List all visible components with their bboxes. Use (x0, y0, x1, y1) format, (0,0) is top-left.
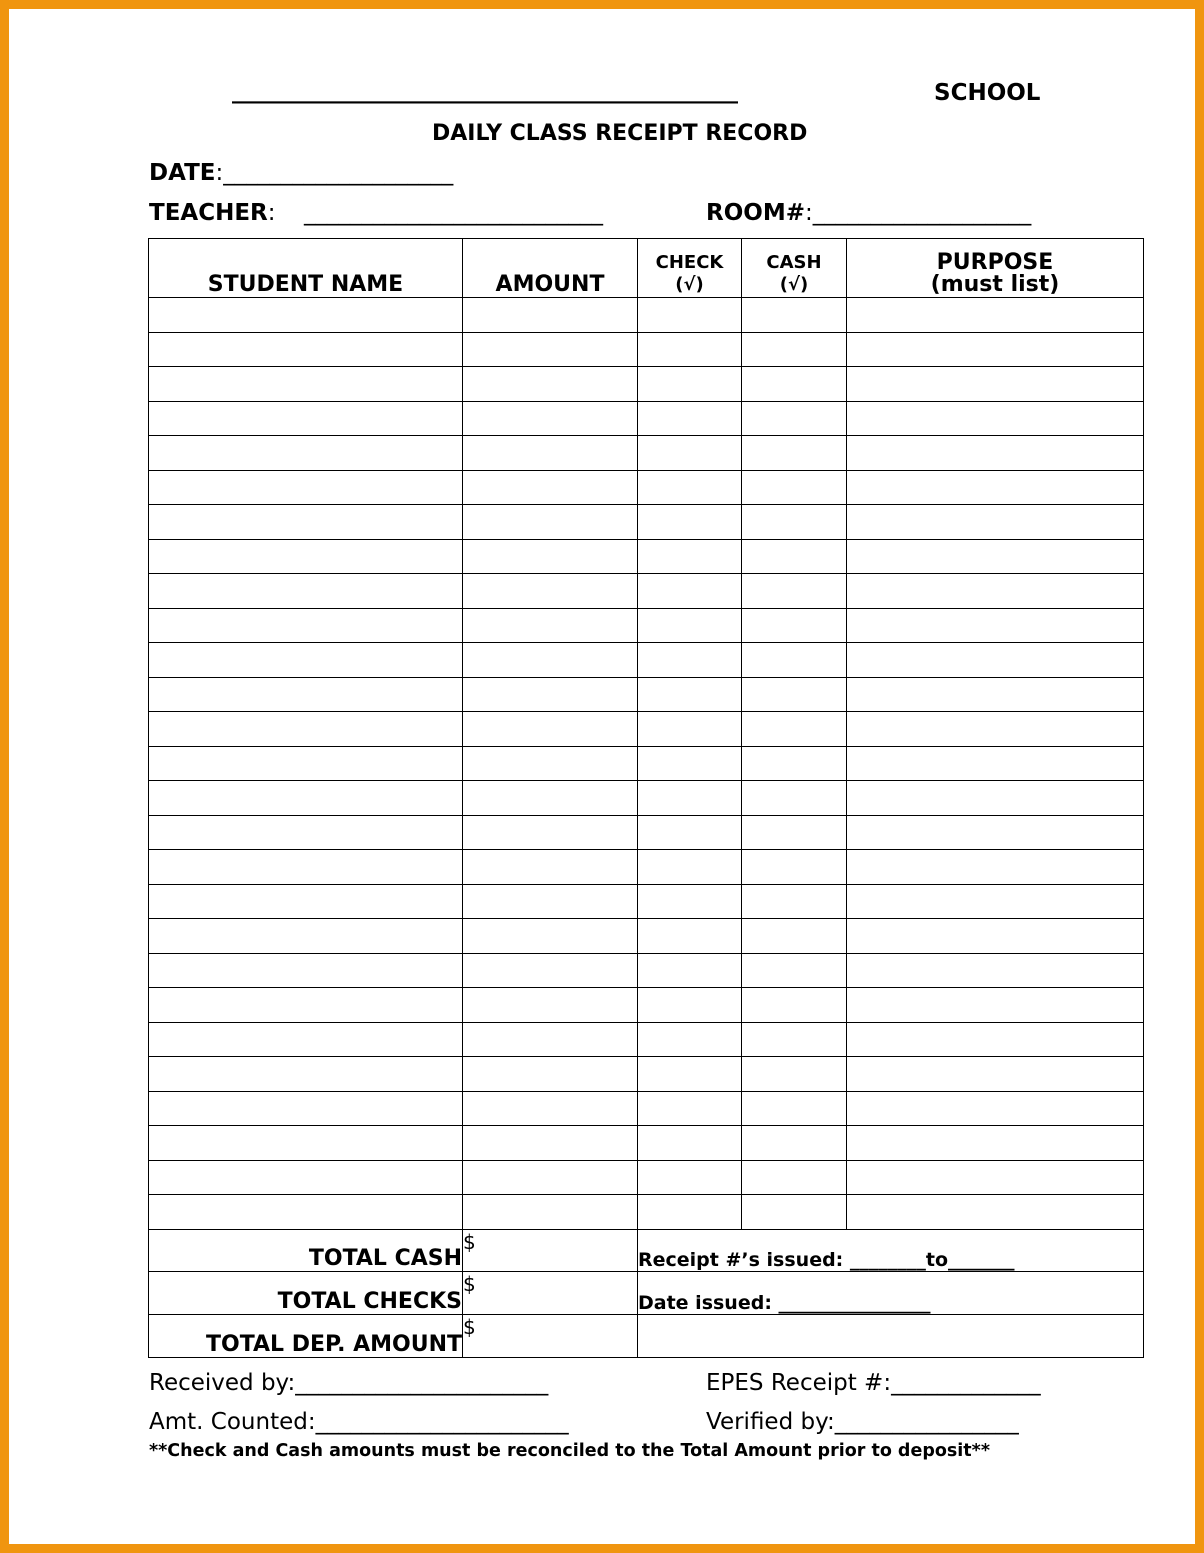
col-student-name: STUDENT NAME (149, 239, 463, 298)
student-name-cell[interactable] (149, 1022, 463, 1057)
student-name-cell[interactable] (149, 367, 463, 402)
col-amount: AMOUNT (463, 239, 638, 298)
cash-cell[interactable] (742, 574, 847, 609)
amount-cell[interactable] (463, 401, 638, 436)
purpose-cell[interactable] (847, 919, 1144, 954)
table-row (149, 712, 1144, 747)
purpose-cell[interactable] (847, 712, 1144, 747)
check-cell[interactable] (638, 505, 742, 540)
student-name-cell[interactable] (149, 401, 463, 436)
date-line (149, 160, 453, 186)
table-row (149, 988, 1144, 1023)
amount-cell[interactable] (463, 1126, 638, 1161)
amount-cell[interactable] (463, 1195, 638, 1230)
verified-by-field[interactable]: Verified by:________________ (706, 1409, 1019, 1435)
table-row (149, 505, 1144, 540)
table-row (149, 850, 1144, 885)
cash-cell[interactable] (742, 332, 847, 367)
amount-cell[interactable] (463, 1091, 638, 1126)
student-name-cell[interactable] (149, 781, 463, 816)
table-row (149, 539, 1144, 574)
check-cell[interactable] (638, 539, 742, 574)
purpose-cell[interactable] (847, 1022, 1144, 1057)
check-cell[interactable] (638, 815, 742, 850)
cash-cell[interactable] (742, 815, 847, 850)
room-field: :___________________ (804, 200, 1032, 226)
purpose-cell[interactable] (847, 367, 1144, 402)
check-cell[interactable] (638, 298, 742, 333)
student-name-cell[interactable] (149, 850, 463, 885)
amount-cell[interactable] (463, 677, 638, 712)
check-cell[interactable] (638, 401, 742, 436)
amount-cell[interactable] (463, 643, 638, 678)
table-row (149, 298, 1144, 333)
cash-cell[interactable] (742, 1160, 847, 1195)
table-row (149, 781, 1144, 816)
total-deposit-label: TOTAL DEP. AMOUNT (149, 1314, 463, 1357)
purpose-cell[interactable] (847, 298, 1144, 333)
table-row (149, 436, 1144, 471)
table-row (149, 1126, 1144, 1161)
amount-cell[interactable] (463, 850, 638, 885)
amount-cell[interactable] (463, 1057, 638, 1092)
student-name-cell[interactable] (149, 332, 463, 367)
student-name-cell[interactable] (149, 1091, 463, 1126)
table-row (149, 1022, 1144, 1057)
purpose-cell[interactable] (847, 436, 1144, 471)
cash-cell[interactable] (742, 505, 847, 540)
total-cash-label: TOTAL CASH (149, 1229, 463, 1272)
table-row (149, 953, 1144, 988)
check-cell[interactable] (638, 1160, 742, 1195)
check-cell[interactable] (638, 1195, 742, 1230)
purpose-cell[interactable] (847, 505, 1144, 540)
check-cell[interactable] (638, 712, 742, 747)
cash-cell[interactable] (742, 367, 847, 402)
reconcile-note: **Check and Cash amounts must be reconciled to the Total Amount prior to deposit** (149, 1441, 990, 1461)
amount-cell[interactable] (463, 953, 638, 988)
cash-cell[interactable] (742, 746, 847, 781)
table-row (149, 574, 1144, 609)
student-name-cell[interactable] (149, 1126, 463, 1161)
cash-cell[interactable] (742, 608, 847, 643)
total-cash-field[interactable]: $ (463, 1229, 638, 1272)
total-checks-field[interactable]: $ (463, 1272, 638, 1315)
student-name-cell[interactable] (149, 470, 463, 505)
table-row (149, 1195, 1144, 1230)
check-cell[interactable] (638, 919, 742, 954)
amount-cell[interactable] (463, 539, 638, 574)
col-purpose-label: PURPOSE (936, 250, 1054, 275)
table-row (149, 367, 1144, 402)
student-name-cell[interactable] (149, 988, 463, 1023)
student-name-cell[interactable] (149, 298, 463, 333)
purpose-cell[interactable] (847, 781, 1144, 816)
cash-cell[interactable] (742, 1126, 847, 1161)
student-name-cell[interactable] (149, 815, 463, 850)
table-row (149, 643, 1144, 678)
purpose-cell[interactable] (847, 884, 1144, 919)
teacher-colon: : (267, 200, 276, 226)
total-deposit-row (149, 1314, 1144, 1357)
check-cell[interactable] (638, 470, 742, 505)
student-name-cell[interactable] (149, 505, 463, 540)
student-name-cell[interactable] (149, 953, 463, 988)
check-cell[interactable] (638, 1057, 742, 1092)
col-check-mark: (√) (675, 274, 704, 295)
cash-cell[interactable] (742, 850, 847, 885)
amount-cell[interactable] (463, 367, 638, 402)
col-cash-label: CASH (766, 252, 822, 273)
teacher-label: TEACHER (149, 200, 268, 226)
col-cash (742, 239, 847, 298)
school-label: SCHOOL (934, 80, 1041, 106)
cash-cell[interactable] (742, 919, 847, 954)
check-cell[interactable] (638, 332, 742, 367)
student-name-cell[interactable] (149, 919, 463, 954)
student-name-cell[interactable] (149, 539, 463, 574)
receipt-table (148, 238, 1144, 1358)
date-label: DATE (149, 160, 216, 186)
col-cash-mark: (√) (779, 274, 809, 295)
table-row (149, 746, 1144, 781)
purpose-cell[interactable] (847, 1160, 1144, 1195)
table-row (149, 1160, 1144, 1195)
school-blank: ____________________________________________ (232, 78, 738, 104)
total-deposit-blank (638, 1314, 1144, 1357)
amount-cell[interactable] (463, 470, 638, 505)
table-row (149, 919, 1144, 954)
purpose-cell[interactable] (847, 677, 1144, 712)
purpose-cell[interactable] (847, 988, 1144, 1023)
check-cell[interactable] (638, 367, 742, 402)
cash-cell[interactable] (742, 953, 847, 988)
receipts-issued[interactable]: Receipt #’s issued: ________to_______ (638, 1229, 1144, 1272)
table-row (149, 1091, 1144, 1126)
purpose-cell[interactable] (847, 1057, 1144, 1092)
amount-cell[interactable] (463, 608, 638, 643)
cash-cell[interactable] (742, 470, 847, 505)
amount-cell[interactable] (463, 1022, 638, 1057)
cash-cell[interactable] (742, 677, 847, 712)
col-purpose (847, 239, 1144, 298)
cash-cell[interactable] (742, 884, 847, 919)
purpose-cell[interactable] (847, 332, 1144, 367)
amount-cell[interactable] (463, 574, 638, 609)
check-cell[interactable] (638, 436, 742, 471)
table-row (149, 815, 1144, 850)
student-name-cell[interactable] (149, 677, 463, 712)
student-name-cell[interactable] (149, 574, 463, 609)
student-name-cell[interactable] (149, 643, 463, 678)
cash-cell[interactable] (742, 401, 847, 436)
table-row (149, 608, 1144, 643)
cash-cell[interactable] (742, 298, 847, 333)
check-cell[interactable] (638, 953, 742, 988)
amount-cell[interactable] (463, 815, 638, 850)
total-checks-row (149, 1272, 1144, 1315)
student-name-cell[interactable] (149, 746, 463, 781)
amount-cell[interactable] (463, 919, 638, 954)
table-row (149, 1057, 1144, 1092)
purpose-cell[interactable] (847, 746, 1144, 781)
cash-cell[interactable] (742, 1195, 847, 1230)
cash-cell[interactable] (742, 781, 847, 816)
purpose-cell[interactable] (847, 850, 1144, 885)
amt-counted-field[interactable]: Amt. Counted:______________________ (149, 1409, 569, 1435)
teacher-line (149, 200, 276, 226)
check-cell[interactable] (638, 643, 742, 678)
student-name-cell[interactable] (149, 436, 463, 471)
date-issued[interactable]: Date issued: ________________ (638, 1272, 1144, 1315)
check-cell[interactable] (638, 988, 742, 1023)
student-name-cell[interactable] (149, 1057, 463, 1092)
amount-cell[interactable] (463, 884, 638, 919)
purpose-cell[interactable] (847, 470, 1144, 505)
cash-cell[interactable] (742, 1022, 847, 1057)
purpose-cell[interactable] (847, 643, 1144, 678)
amount-cell[interactable] (463, 436, 638, 471)
received-by-field[interactable]: Received by:______________________ (149, 1370, 549, 1396)
amount-cell[interactable] (463, 1160, 638, 1195)
check-cell[interactable] (638, 746, 742, 781)
check-cell[interactable] (638, 608, 742, 643)
total-deposit-field[interactable]: $ (463, 1314, 638, 1357)
cash-cell[interactable] (742, 1057, 847, 1092)
cash-cell[interactable] (742, 643, 847, 678)
check-cell[interactable] (638, 677, 742, 712)
purpose-cell[interactable] (847, 1091, 1144, 1126)
purpose-cell[interactable] (847, 815, 1144, 850)
student-name-cell[interactable] (149, 1195, 463, 1230)
cash-cell[interactable] (742, 539, 847, 574)
table-row (149, 884, 1144, 919)
purpose-cell[interactable] (847, 953, 1144, 988)
check-cell[interactable] (638, 1091, 742, 1126)
amount-cell[interactable] (463, 298, 638, 333)
room-line (706, 200, 1031, 226)
amount-cell[interactable] (463, 746, 638, 781)
table-row (149, 470, 1144, 505)
check-cell[interactable] (638, 1022, 742, 1057)
student-name-cell[interactable] (149, 1160, 463, 1195)
col-check (638, 239, 742, 298)
student-name-cell[interactable] (149, 884, 463, 919)
amount-cell[interactable] (463, 712, 638, 747)
amount-cell[interactable] (463, 332, 638, 367)
table-header-row (149, 239, 1144, 298)
cash-cell[interactable] (742, 988, 847, 1023)
teacher-field: __________________________ (304, 200, 603, 226)
purpose-cell[interactable] (847, 1195, 1144, 1230)
table-row (149, 677, 1144, 712)
check-cell[interactable] (638, 781, 742, 816)
purpose-cell[interactable] (847, 539, 1144, 574)
amount-cell[interactable] (463, 781, 638, 816)
table-row (149, 401, 1144, 436)
check-cell[interactable] (638, 884, 742, 919)
student-name-cell[interactable] (149, 712, 463, 747)
table-row (149, 332, 1144, 367)
room-label: ROOM# (706, 200, 805, 226)
date-field: :____________________ (215, 160, 454, 186)
epes-receipt-field[interactable]: EPES Receipt #:_____________ (706, 1370, 1041, 1396)
cash-cell[interactable] (742, 436, 847, 471)
total-cash-row (149, 1229, 1144, 1272)
check-cell[interactable] (638, 1126, 742, 1161)
purpose-cell[interactable] (847, 574, 1144, 609)
purpose-cell[interactable] (847, 608, 1144, 643)
cash-cell[interactable] (742, 712, 847, 747)
page-title: DAILY CLASS RECEIPT RECORD (432, 121, 808, 146)
col-purpose-note: (must list) (930, 272, 1060, 297)
purpose-cell[interactable] (847, 401, 1144, 436)
cash-cell[interactable] (742, 1091, 847, 1126)
purpose-cell[interactable] (847, 1126, 1144, 1161)
check-cell[interactable] (638, 850, 742, 885)
student-name-cell[interactable] (149, 608, 463, 643)
col-check-label: CHECK (655, 252, 724, 273)
amount-cell[interactable] (463, 988, 638, 1023)
check-cell[interactable] (638, 574, 742, 609)
amount-cell[interactable] (463, 505, 638, 540)
total-checks-label: TOTAL CHECKS (149, 1272, 463, 1315)
